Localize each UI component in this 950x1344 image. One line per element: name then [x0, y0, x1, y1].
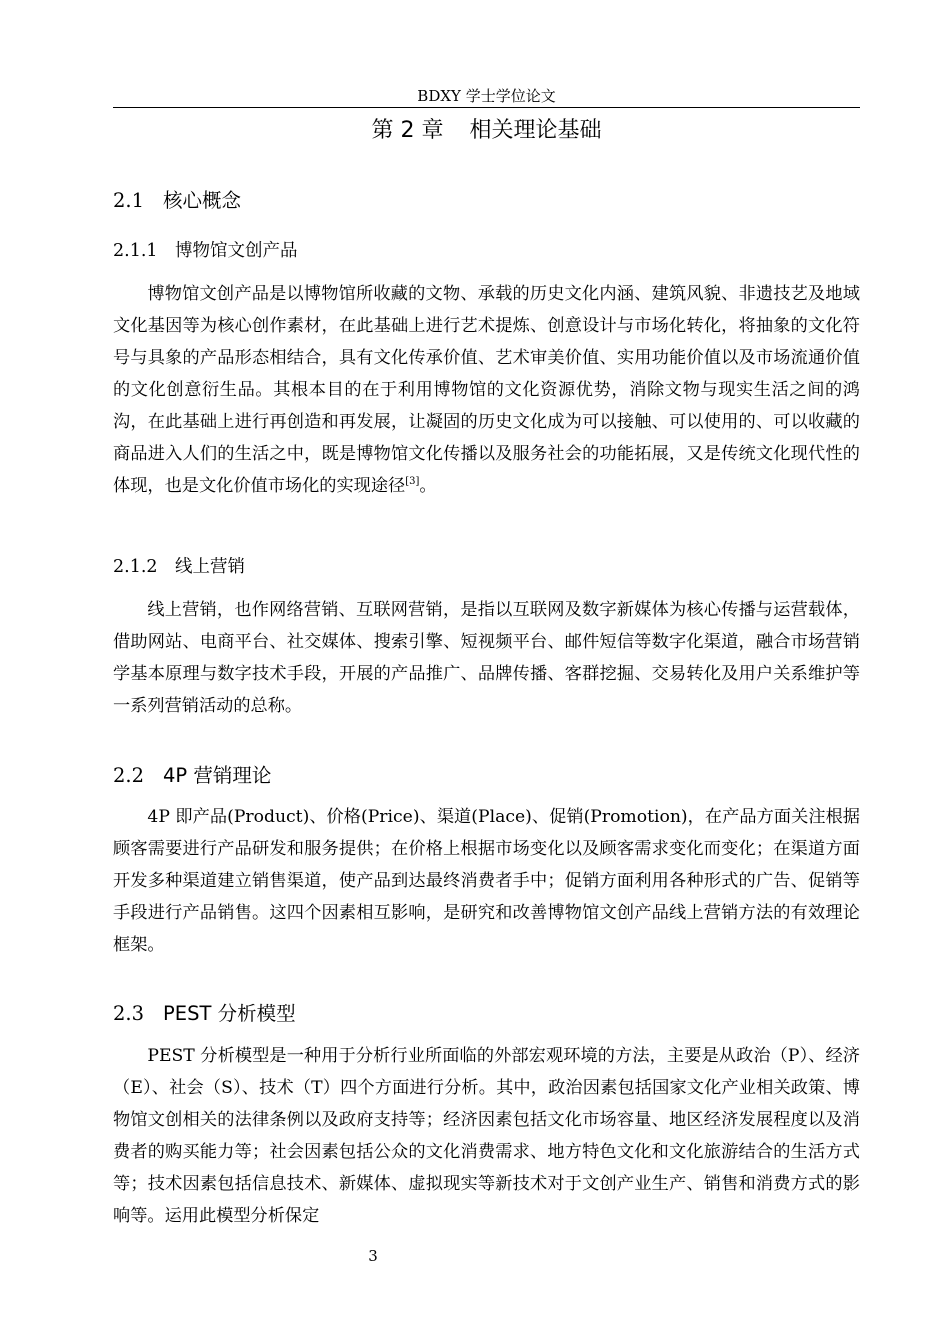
- paragraph-text: 博物馆文创产品是以博物馆所收藏的文物、承载的历史文化内涵、建筑风貌、非遗技艺及地域文化基因等为核心创作素材，在此基础上进行艺术提炼、创意设计与市场化转化，将抽象的文化符号与具象的产品形态相结合，具有文化传承价值、艺术审美价值、实用功能价值以及市场流通价值的文化创意衍生品。其根本目的在于利用博物馆的文化资源优势，消除文物与现实生活之间的鸿沟，在此基础上进行再创造和再发展，让凝固的历史文化成为可以接触、可以使用的、可以收藏的商品进入人们的生活之中，既是博物馆文化传播以及服务社会的功能拓展，又是传统文化现代性的体现，也是文化价值市场化的实现途径: [113, 284, 860, 496]
- section-title: 核心概念: [163, 189, 242, 212]
- subsection-number: 2.1.1: [113, 241, 158, 261]
- paragraph-end: 。: [419, 476, 437, 496]
- paragraph-online-marketing: 线上营销，也作网络营销、互联网营销，是指以互联网及数字新媒体为核心传播与运营载体，借助网站、电商平台、社交媒体、搜索引擎、短视频平台、邮件短信等数字化渠道，融合市场营销学基本原理与数字技术手段，开展的产品推广、品牌传播、客群挖掘、交易转化及用户关系维护等一系列营销活动的总称。: [113, 600, 860, 716]
- paragraph-museum-products: [113, 278, 860, 502]
- page-number: 3: [368, 1247, 378, 1265]
- subsection-number: 2.1.2: [113, 557, 158, 577]
- subsection-title: 博物馆文创产品: [175, 241, 298, 261]
- section-heading-2-2: [113, 761, 271, 791]
- section-heading-2-3: [113, 999, 296, 1029]
- section-number: 2.3: [113, 1002, 145, 1025]
- chapter-number: 第 2 章: [371, 118, 444, 143]
- subsection-title: 线上营销: [175, 557, 245, 577]
- section-number: 2.2: [113, 764, 145, 787]
- section-heading-2-1: [113, 186, 241, 216]
- subsection-heading-2-1-1: [113, 237, 298, 265]
- paragraph-4p-theory: 4P 即产品(Product)、价格(Price)、渠道(Place)、促销(Promotion)，在产品方面关注根据顾客需要进行产品研发和服务提供；在价格上根据市场变化以及顾客需求变化而变化；在渠道方面开发多种渠道建立销售渠道，使产品到达最终消费者手中；促销方面利用各种形式的广告、促销等手段进行产品销售。这四个因素相互影响，是研究和改善博物馆文创产品线上营销方法的有效理论框架。: [113, 807, 860, 955]
- running-header: BDXY 学士学位论文: [417, 87, 556, 105]
- citation-mark: [3]: [405, 476, 420, 487]
- chapter-title: [113, 114, 860, 148]
- section-title: 4P 营销理论: [163, 764, 272, 787]
- section-title: PEST 分析模型: [163, 1002, 296, 1025]
- section-number: 2.1: [113, 189, 145, 212]
- paragraph-pest-model: PEST 分析模型是一种用于分析行业所面临的外部宏观环境的方法，主要是从政治（P）、经济（E）、社会（S）、技术（T）四个方面进行分析。其中，政治因素包括国家文化产业相关政策、博物馆文创相关的法律条例以及政府支持等；经济因素包括文化市场容量、地区经济发展程度以及消费者的购买能力等；社会因素包括公众的文化消费需求、地方特色文化和文化旅游结合的生活方式等；技术因素包括信息技术、新媒体、虚拟现实等新技术对于文创产业生产、销售和消费方式的影响等。运用此模型分析保定: [113, 1046, 860, 1226]
- header-rule: [113, 107, 860, 108]
- chapter-heading-text: 相关理论基础: [469, 118, 602, 143]
- subsection-heading-2-1-2: [113, 553, 245, 581]
